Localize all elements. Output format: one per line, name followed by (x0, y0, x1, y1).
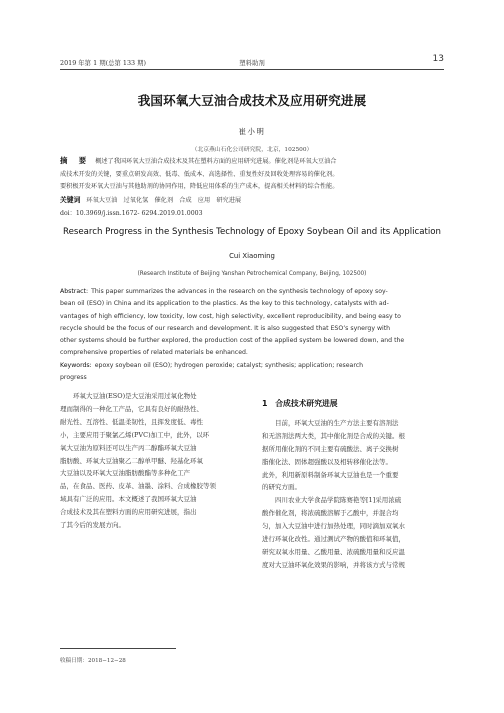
body-line: 合成技术及其在塑料方面的应用研究进展，指出 (60, 508, 197, 517)
body-line: 脂肪酸、环氧大豆油聚乙二醇单甲醚、羟基化环氧 (60, 456, 203, 465)
abstract-cn-label: 摘 要 (60, 156, 89, 165)
body-line: 的研究方面。 (262, 483, 301, 492)
body-line: 域具有广泛的应用。本文概述了我国环氧大豆油 (60, 495, 197, 504)
running-header (60, 54, 444, 68)
abstract-cn-line: 成技术开发的关键，要重点研发高效、低毒、低成本、高选择性、重复性好及回收处理容易的催化剂。 (60, 170, 339, 178)
keywords-en-label: Keywords: (60, 361, 92, 369)
body-line: 据所用催化剂的不同主要有硫酸法、离子交换树 (262, 444, 399, 453)
abstract-en-line: recycle should be the focus of our research and development. It is also suggested that ESO’s synergy with (60, 324, 391, 332)
body-line: 大豆油以及环氧大豆油脂肪酸酯等多种化工产 (60, 469, 190, 478)
abstract-en (60, 286, 444, 384)
body-column-right (262, 390, 444, 572)
abstract-en-line: vantages of high efficiency, low toxicity, low cost, high selectivity, excellent reproducibility, and being easy to (60, 312, 401, 320)
keywords-en: Keywords: epoxy soybean oil (ESO); hydrogen peroxide; catalyst; synthesis; application; research (60, 361, 364, 369)
body-line: 耐光性、互溶性、低温柔韧性，且挥发度低、毒性 (60, 417, 203, 426)
abstract-en-line: bean oil (ESO) in China and its application to the plastics. As the key to this technology, catalysts with ad- (60, 300, 389, 308)
received-date: 收稿日期：2018−12−28 (60, 658, 126, 664)
body-line: 小，主要应用于聚氯乙烯(PVC)加工中，此外，以环 (60, 430, 210, 439)
abstract-en-line: Abstract: This paper summarizes the advances in the research on the synthesis technology of epoxy soy- (60, 288, 388, 295)
body-line: 目前，环氧大豆油的生产方法主要有溶剂法 (262, 418, 399, 427)
author-en: Cui Xiaoming (229, 252, 275, 260)
keywords-cn-text: 环氧大豆油 过氧化氢 催化剂 合成 应用 研究进展 (86, 197, 242, 205)
abstract-en-line: other systems should be further explored, the production cost of the applied system be lowered down, and the (60, 337, 405, 345)
body-line: 和无溶剂法两大类，其中催化剂是合成的关键。根 (262, 431, 405, 440)
abstract-cn-line: 摘 要 概述了我国环氧大豆油合成技术及其在塑料方面的应用研究进展。催化剂是环氧大豆油合 (60, 156, 337, 165)
doi[interactable]: doi：10.3969/j.issn.1672- 6294.2019.01.0003 (60, 209, 203, 217)
body-line: 了其今后的发展方向。 (60, 521, 125, 530)
keywords-cn-label: 关键词 (60, 196, 81, 205)
section-heading: 1 合成技术研究进展 (262, 399, 338, 408)
article-title-en: Research Progress in the Synthesis Technology of Epoxy Soybean Oil and its Application (63, 227, 441, 237)
body-line: 品，在食品、医药、皮革、油墨、涂料、合成橡胶等领 (60, 482, 216, 491)
issue-info: 2019 年第 1 期(总第 133 期) (60, 59, 147, 67)
body-line: 理而制得的一种化工产品，它具有良好的耐热性、 (60, 404, 203, 413)
journal-name: 塑料助剂 (239, 59, 265, 67)
keywords-cn (60, 194, 444, 208)
body-line: 研究双氧水用量、乙酸用量、浓硫酸用量和反应温 (262, 547, 405, 556)
body-line: 酸作催化剂，将浓硫酸溶解于乙酸中，并混合均 (262, 509, 399, 518)
body-line: 四川农业大学食品学院陈赛艳等[1]采用浓硫 (262, 496, 402, 505)
body-line: 匀，加入大豆油中进行加热处理，同时滴加双氧水 (262, 522, 405, 531)
author-cn: 崔小明 (238, 127, 266, 136)
page-number: 13 (432, 54, 444, 64)
abstract-cn (60, 155, 444, 221)
abstract-en-line: comprehensive properties of related materials be enhanced. (60, 349, 248, 357)
body-line: 脂催化法、固体超强酸以及相转移催化法等。 (262, 457, 392, 466)
body-line: 度对大豆油环氧化效果的影响，并将该方式与常规 (262, 560, 405, 569)
affiliation-en: (Research Institute of Beijing Yanshan Petrochemical Company, Beijing, 102500) (137, 271, 367, 277)
article-title-cn: 我国环氧大豆油合成技术及应用研究进展 (137, 93, 367, 108)
body-line: 氧大豆油为原料还可以生产丙二醇酯环氧大豆油 (60, 443, 197, 452)
body-line: 环氧大豆油(ESO)是大豆油采用过氧化物处 (60, 392, 197, 400)
header-rule (60, 69, 444, 70)
body-line: 进行环氧化改性。通过测试产物的酸值和环氧值， (262, 535, 405, 544)
body-column-left (60, 390, 242, 532)
abstract-en-label: Abstract: (60, 288, 89, 295)
abstract-cn-line: 要积极开发环氧大豆油与其他助剂的协同作用，降低应用体系的生产成本，提高相关材料的综合性能。 (60, 183, 339, 191)
footnote-rule (60, 648, 176, 649)
keywords-en-cont: progress (60, 374, 87, 382)
affiliation-cn: （北京燕山石化公司研究院，北京，102500） (191, 147, 313, 153)
body-line: 此外，利用新原料制备环氧大豆油也是一个重要 (262, 470, 399, 479)
